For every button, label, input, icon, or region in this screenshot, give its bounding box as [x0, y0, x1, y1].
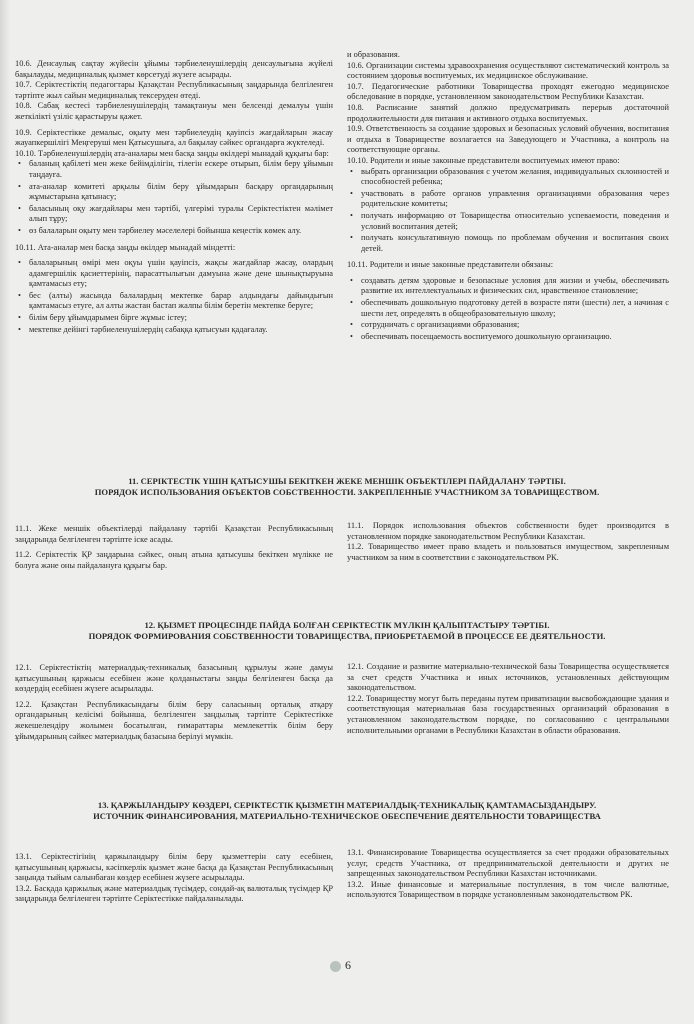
kz-column-section12: [15, 663, 333, 742]
clause-paragraph: 12.2. Қазақстан Республикасындағы білім беру саласының орталық атқару органдарының келісімі бойынша, белгіленген заңдылық тәртіпте Серіктестікке жекешелендіру жолымен босатылған, ғимараттары мемлекеттік білім беру ұйымдарының сәйкес материалдық базасына берілуі мүмкін.: [15, 699, 333, 741]
clause-paragraph: 13.1. Финансирование Товарищества осуществляется за счет продажи образовательных услуг, средств Участника, от предпринимательской деятельности и других не запрещенных законодательством Республики Казахстан источниками.: [347, 848, 669, 879]
bullet-item: • участвовать в работе органов управления организациями образования через родительские комитеты;: [347, 189, 669, 210]
kz-column-section13: [15, 852, 333, 905]
bullet-item: • баланың қабілеті мен жеке бейімділігін, тілегін ескере отырып, білім беру ұйымын таңдауға.: [15, 159, 333, 180]
clause-paragraph: 10.6. Организации системы здравоохранения осуществляют систематический контроль за состоянием здоровья воспитуемых, их медицинское обслуживание.: [347, 60, 669, 81]
bullet-item: • обеспечивать посещаемость воспитуемого дошкольную организацию.: [347, 332, 669, 343]
clause-paragraph: 10.7. Педагогические работники Товарищества проходят ежегодно медицинское обследование в порядке, установленном законодательством Республики Казахстан.: [347, 81, 669, 102]
section11-title-kz: 11. СЕРІКТЕСТІК ҮШІН ҚАТЫСУШЫ БЕКІТКЕН ЖЕКЕ МЕНШІК ОБЪЕКТІЛЕРІ ПАЙДАЛАНУ ТӘРТІБІ.: [128, 476, 566, 486]
clause-paragraph: 10.11. Родители и иные законные представители обязаны:: [347, 260, 554, 270]
section13-title-ru: ИСТОЧНИК ФИНАНСИРОВАНИЯ, МАТЕРИАЛЬНО-ТЕХНИЧЕСКОЕ ОБЕСПЕЧЕНИЕ ДЕЯТЕЛЬНОСТИ ТОВАРИЩЕСТВА: [93, 811, 601, 821]
section12-title-kz: 12. ҚЫЗМЕТ ПРОЦЕСІНДЕ ПАЙДА БОЛҒАН СЕРІКТЕСТІК МҮЛКІН ҚАЛЫПТАСТЫРУ ТӘРТІБІ.: [144, 620, 550, 630]
clause-paragraph: 13.2. Иные финансовые и материальные поступления, в том числе валютные, используются Товариществом в порядке установленным законодательством РК.: [347, 879, 669, 900]
page-number-text: 6: [345, 958, 351, 972]
bullet-item: • сотрудничать с организациями образования;: [347, 320, 669, 331]
clause-paragraph: 10.11. Ата-аналар мен басқа заңды өкілдер мынадай міндетті:: [15, 242, 236, 252]
bullet-item: • получать информацию от Товарищества относительно успеваемости, поведения и условий воспитания детей;: [347, 211, 669, 232]
bullet-item: • выбрать организации образования с учетом желания, индивидуальных склонностей и способностей ребенка;: [347, 167, 669, 188]
clause-paragraph: 10.7. Серіктестіктің педагогтары Қазақстан Республикасының заңдарында белгіленген тәртіпте жыл сайын медициналық тексеруден өтеді.: [15, 80, 333, 100]
bullet-list: [15, 159, 333, 236]
bullet-item: • бес (алты) жасында балалардың мектепке барар алдындағы дайындығын қамтамасыз етуге, ал алты жастан бастап жалпы білім беретін мектепке беруге;: [15, 291, 333, 312]
bullet-item: • балаларының өмірі мен оқуы үшін қауіпсіз, жақсы жағдайлар жасау, олардың адамгершілік қасиеттерінің, парасаттылығын дамуына және дене шынықтыруына қамтамасыз ету;: [15, 258, 333, 290]
clause-paragraph: 12.1. Серіктестіктің материалдық-техникалық базасының құрылуы және дамуы қатысушының қаржысы есебінен және қолданыстағы заңды белгіленген басқа да көздердің есебінен жүзеге асырылады.: [15, 663, 333, 694]
clause-paragraph: 10.6. Денсаулық сақтау жүйесін ұйымы тәрбиеленушілердің денсаулығына жүйелі бақылауды, медициналық қызмет көрсетуді жүзеге асырады.: [15, 59, 333, 79]
bullet-item: • обеспечивать дошкольную подготовку детей в возрасте пяти (шести) лет, а начиная с шести лет, определять в общеобразовательную школу;: [347, 298, 669, 319]
ru-column-section10: [347, 50, 669, 343]
bullet-item: • өз балаларын оқыту мен тәрбиелеу мәселелері бойынша кеңестік көмек алу.: [15, 226, 333, 237]
clause-paragraph: 10.10. Тәрбиеленушілердің ата-аналары мен басқа заңды өкілдері мынадай құқығы бар:: [15, 148, 329, 158]
clause-paragraph: и образования.: [347, 50, 400, 59]
bullet-item: • баласының оқу жағдайлары мен тәртібі, үлгерімі туралы Серіктестіктен мәлімет алып тұру;: [15, 204, 333, 225]
bullet-item: • ата-аналар комитеті арқылы білім беру ұйымдарын басқару органдарының жұмыстарына қатынасу;: [15, 182, 333, 203]
clause-paragraph: 10.9. Ответственность за создание здоровых и безопасных условий обучения, воспитания и отдыха в Товариществе возлагается на Заведующего и Участника, а контроль на соответствующие органы.: [347, 124, 669, 155]
kz-column-section10: [15, 59, 333, 336]
clause-paragraph: 10.8. Расписание занятий должно предусматривать перерыв достаточной продолжительности для питания и активного отдыха воспитуемых.: [347, 102, 669, 123]
clause-paragraph: 11.1. Порядок использования объектов собственности будет производится в установленном порядке законодательством Республики Казахстан.: [347, 521, 669, 541]
clause-paragraph: 12.1. Создание и развитие материально-технической базы Товарищества осуществляется за счет средств Участника и иных источников, установленных действующим законодательством.: [347, 662, 669, 693]
ru-column-section13: [347, 848, 669, 901]
section11-title-ru: ПОРЯДОК ИСПОЛЬЗОВАНИЯ ОБЪЕКТОВ СОБСТВЕННОСТИ. ЗАКРЕПЛЕННЫЕ УЧАСТНИКОМ ЗА ТОВАРИЩЕСТВОМ.: [94, 487, 600, 497]
page-number: [330, 958, 351, 973]
section12-heading: [20, 620, 674, 642]
bullet-item: • получать консультативную помощь по проблемам обучения и воспитания своих детей.: [347, 233, 669, 254]
bullet-item: • создавать детям здоровые и безопасные условия для жизни и учебы, обеспечивать развитие их интеллектуальных и физических сил, нравственное становление;: [347, 276, 669, 297]
clause-paragraph: 13.1. Серіктестігінің қаржыландыру білім беру қызметтерін сату есебінен, қатысушының қаржысы, кәсіпкерлік қызмет және басқа да Қазақстан Республикасының заңында тыйым салынбаған көздер есебінен жүзеге асырылады.: [15, 852, 333, 883]
clause-paragraph: 10.10. Родители и иные законные представители воспитуемых имеют право:: [347, 155, 620, 165]
bullet-list: [15, 258, 333, 335]
section11-heading: [20, 476, 674, 498]
bullet-list: [347, 276, 669, 343]
clause-paragraph: 10.9. Серіктестікке демалыс, оқыту мен тәрбиелеудің қауіпсіз жағдайларын жасау жауапкершілігі Меңгеруші мен Қатысушыға, ал бақылау сәйкес органдарға жүктеледі.: [15, 127, 333, 148]
clause-paragraph: 11.2. Товарищество имеет право владеть и пользоваться имуществом, закрепленным участником за ним в соответствии с законодательством РК.: [347, 542, 669, 562]
bullet-item: • білім беру ұйымдарымен бірге жұмыс істеу;: [15, 313, 333, 324]
kz-column-section11: [15, 524, 333, 571]
ru-column-section11: [347, 521, 669, 563]
clause-paragraph: 10.8. Сабақ кестесі тәрбиеленушілердің тамақтануы мен белсенді демалуы үшін жеткілікті үзіліс қарастыруы қажет.: [15, 101, 333, 121]
clause-paragraph: 11.2. Серіктестік ҚР заңдарына сәйкес, оның атына қатысушы бекіткен мүлікке не болуға және оны пайдалануға құқығы бар.: [15, 550, 333, 570]
section12-title-ru: ПОРЯДОК ФОРМИРОВАНИЯ СОБСТВЕННОСТИ ТОВАРИЩЕСТВА, ПРИОБРЕТАЕМОЙ В ПРОЦЕССЕ ЕЕ ДЕЯТЕЛЬНОСТИ.: [88, 631, 606, 641]
clause-paragraph: 13.2. Басқада қаржылық және материалдық түсімдер, сондай-ақ валюталық түсімдер ҚР заңдарында белгіленген тәртіпте Серіктестікке пайдаланылады.: [15, 883, 333, 904]
stamp-mark: [330, 961, 341, 972]
bullet-item: • мектепке дейінгі тәрбиеленушілердің сабаққа қатысуын қадағалау.: [15, 325, 333, 336]
bullet-list: [347, 167, 669, 255]
section13-heading: [20, 800, 674, 822]
clause-paragraph: 12.2. Товариществу могут быть переданы путем приватизации высвобождающие здания и соответствующая материальная база государственных организаций образования в установленном законодательством порядке, по согласованию с центральными исполнительными органами в Республики Казахстан в области образования.: [347, 693, 669, 735]
binding-shadow: [0, 0, 10, 1024]
ru-column-section12: [347, 662, 669, 736]
section13-title-kz: 13. ҚАРЖЫЛАНДЫРУ КӨЗДЕРІ, СЕРІКТЕСТІК ҚЫЗМЕТІН МАТЕРИАЛДЫҚ-ТЕХНИКАЛЫҚ ҚАМТАМАСЫЗДАНДЫРУ.: [97, 800, 597, 810]
clause-paragraph: 11.1. Жеке меншік объектілерді пайдалану тәртібі Қазақстан Республикасының заңдарында белгіленген тәртіпте іске асады.: [15, 524, 333, 544]
